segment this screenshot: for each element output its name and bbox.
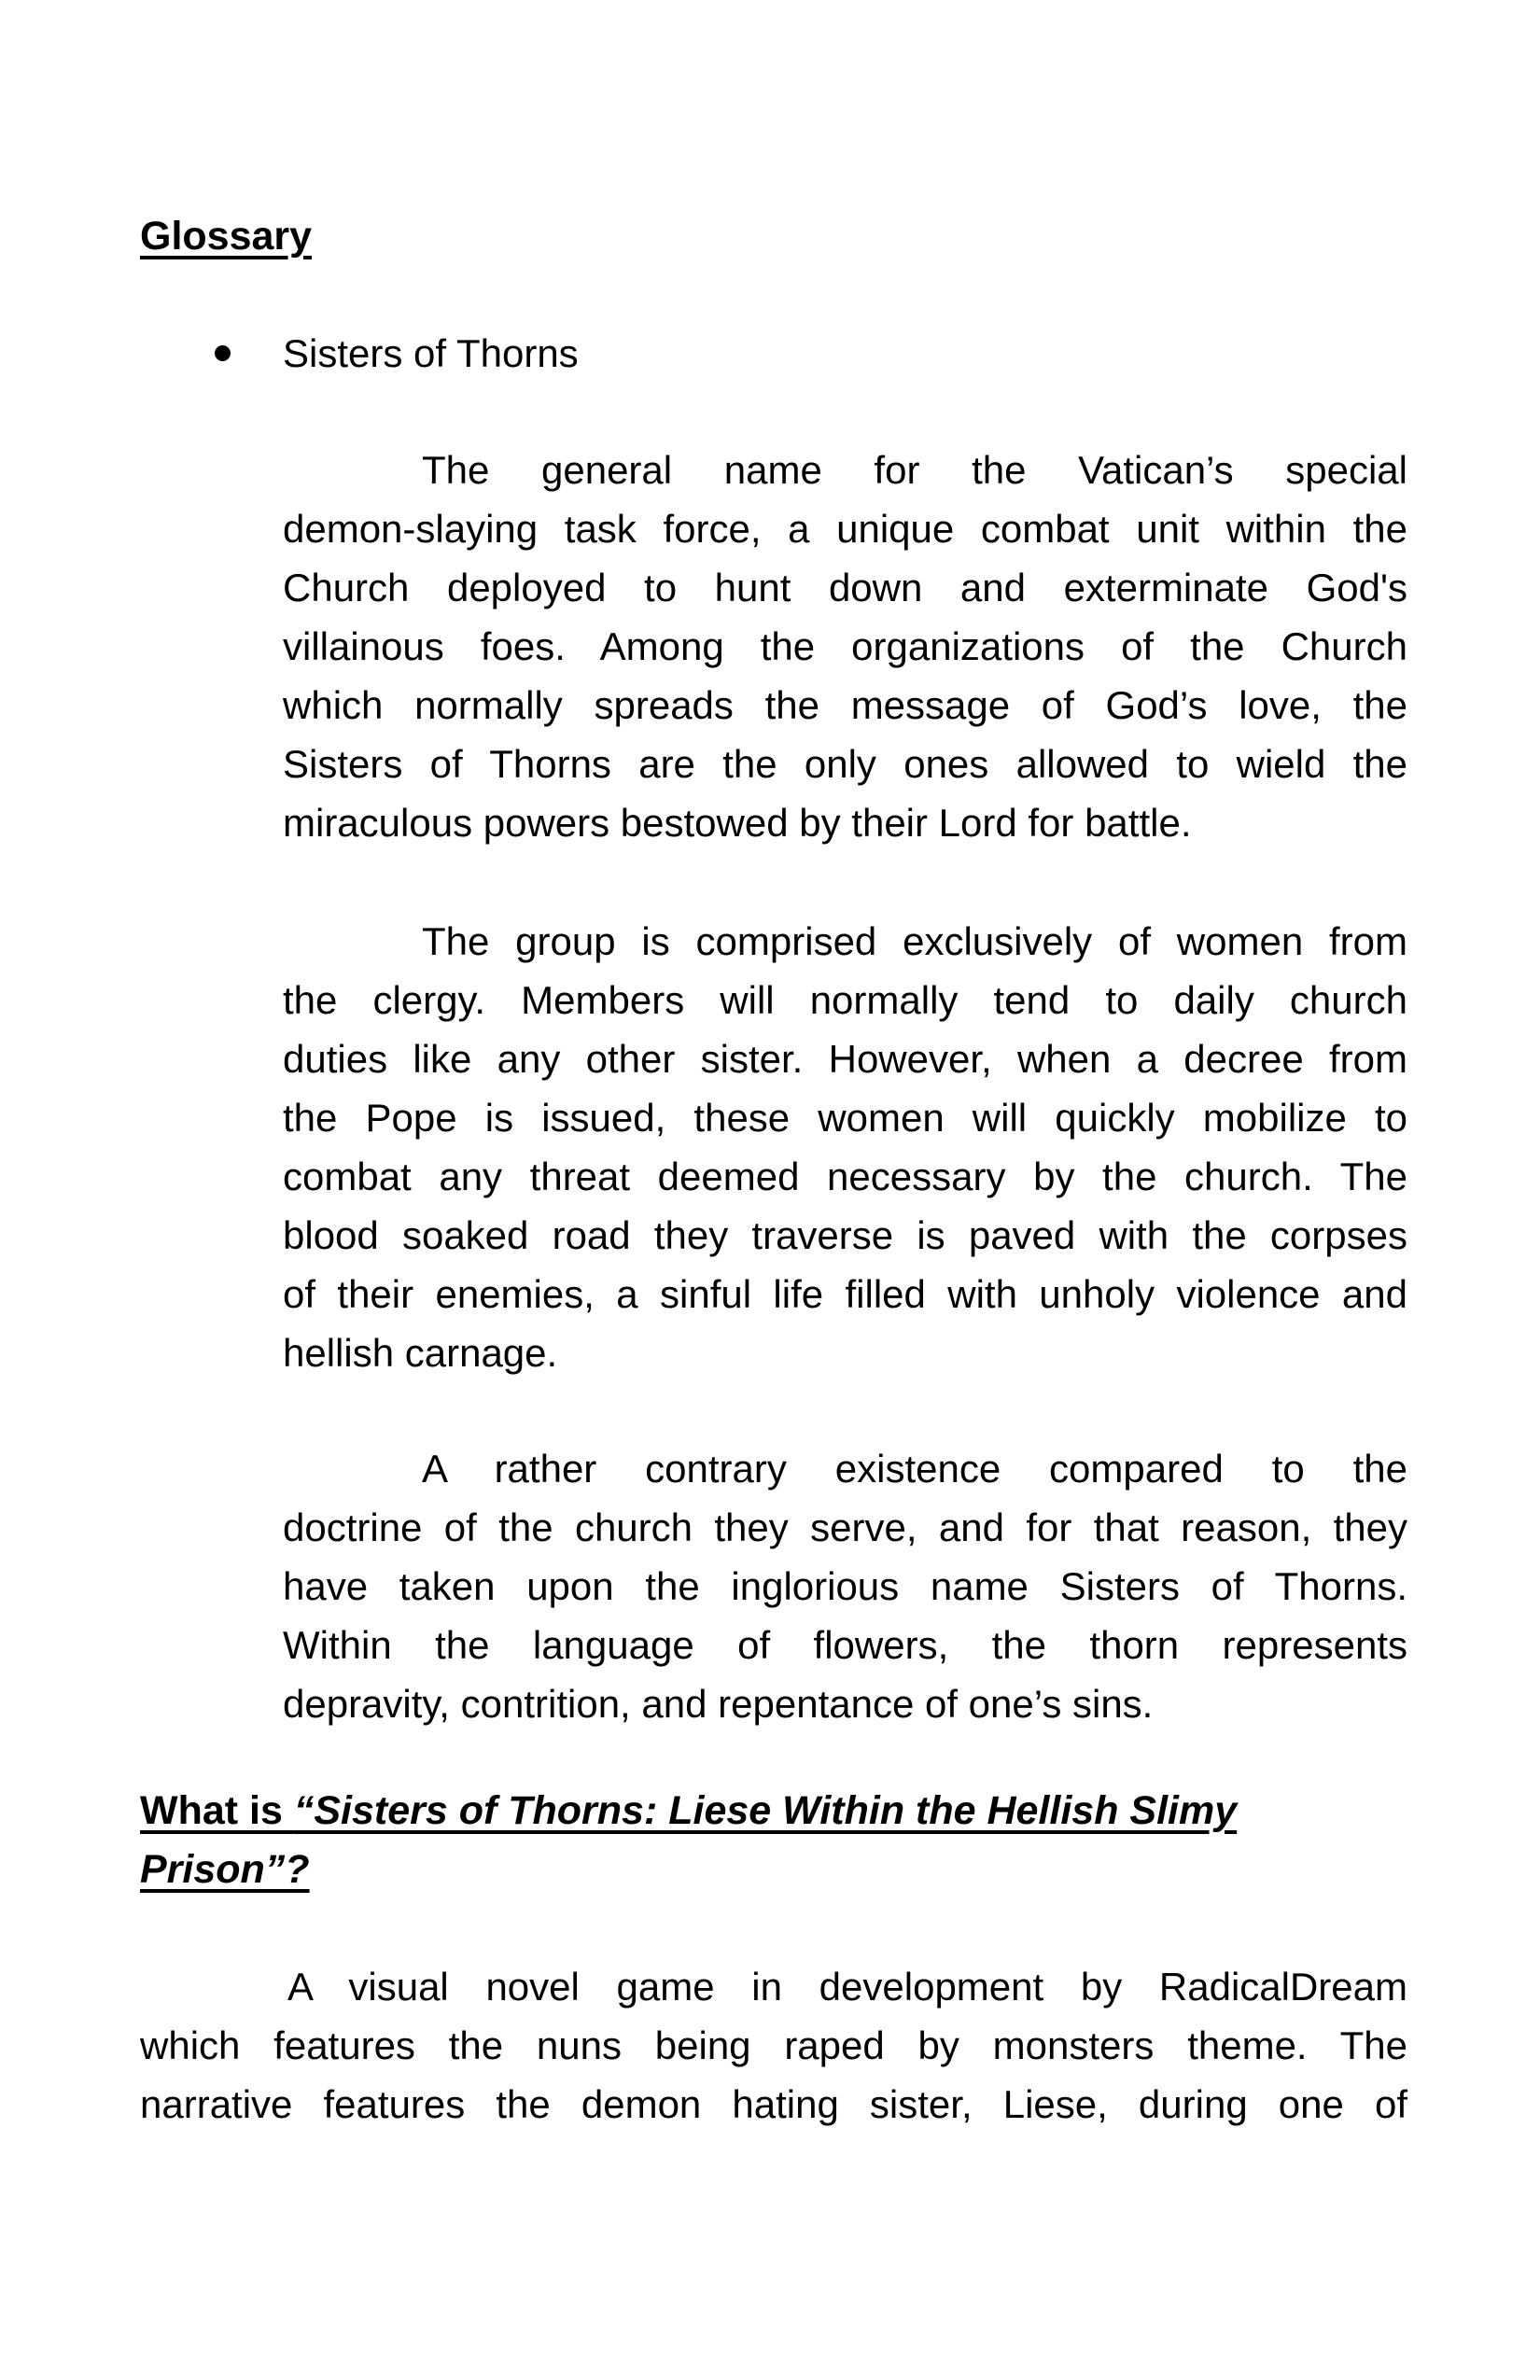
closing-paragraph	[140, 1957, 1407, 2134]
glossary-paragraph-3	[283, 1439, 1407, 1733]
paragraph-line: which features the nuns being raped by monsters theme. The	[140, 2023, 1407, 2067]
glossary-heading	[140, 207, 1407, 266]
paragraph-line: hellish carnage.	[283, 1331, 558, 1375]
glossary-paragraph-1	[283, 441, 1407, 852]
paragraph-line: Sisters of Thorns are the only ones allowed to wield the	[283, 742, 1407, 786]
paragraph-line: A visual novel game in development by RadicalDream	[287, 1965, 1407, 2009]
what-is-heading-title-part-2: Prison”?	[140, 1847, 310, 1892]
paragraph-line: the Pope is issued, these women will quickly mobilize to	[283, 1096, 1407, 1140]
bullet-icon	[215, 345, 231, 361]
paragraph-line: miraculous powers bestowed by their Lord for battle.	[283, 801, 1192, 845]
paragraph-line: Church deployed to hunt down and exterminate God's	[283, 566, 1407, 609]
what-is-heading-regular: What is	[140, 1788, 294, 1833]
paragraph-line: villainous foes. Among the organizations of the Church	[283, 624, 1407, 668]
paragraph-line: the clergy. Members will normally tend to daily church	[283, 978, 1407, 1022]
paragraph-line: Within the language of flowers, the thorn represents	[283, 1623, 1407, 1667]
paragraph-line: blood soaked road they traverse is paved with the corpses	[283, 1213, 1407, 1257]
paragraph-line: of their enemies, a sinful life filled with unholy violence and	[283, 1272, 1407, 1316]
what-is-heading-line-1	[140, 1782, 1407, 1841]
paragraph-line: which normally spreads the message of God’s love, the	[283, 683, 1407, 727]
paragraph-line: A rather contrary existence compared to the	[422, 1447, 1407, 1491]
what-is-heading-line-2	[140, 1841, 1407, 1899]
paragraph-line: depravity, contrition, and repentance of one’s sins.	[283, 1682, 1154, 1726]
what-is-heading	[140, 1782, 1407, 1899]
glossary-heading-text: Glossary	[140, 214, 313, 259]
what-is-heading-title-part-1: “Sisters of Thorns: Liese Within the Hellish Slimy	[293, 1788, 1238, 1833]
glossary-paragraph-2	[283, 912, 1407, 1382]
paragraph-line: duties like any other sister. However, when a decree from	[283, 1037, 1407, 1081]
paragraph-line: narrative features the demon hating sister, Liese, during one of	[140, 2082, 1407, 2126]
bullet-list-item	[140, 324, 1407, 383]
paragraph-line: combat any threat deemed necessary by the church. The	[283, 1155, 1407, 1198]
paragraph-line: The group is comprised exclusively of women from	[422, 919, 1407, 963]
paragraph-line: have taken upon the inglorious name Sisters of Thorns.	[283, 1564, 1407, 1608]
paragraph-line: doctrine of the church they serve, and for that reason, they	[283, 1505, 1407, 1549]
bullet-item-label: Sisters of Thorns	[283, 331, 579, 375]
paragraph-line: demon-slaying task force, a unique combat unit within the	[283, 507, 1407, 551]
paragraph-line: The general name for the Vatican’s special	[422, 448, 1407, 492]
page-content	[0, 207, 1540, 2134]
